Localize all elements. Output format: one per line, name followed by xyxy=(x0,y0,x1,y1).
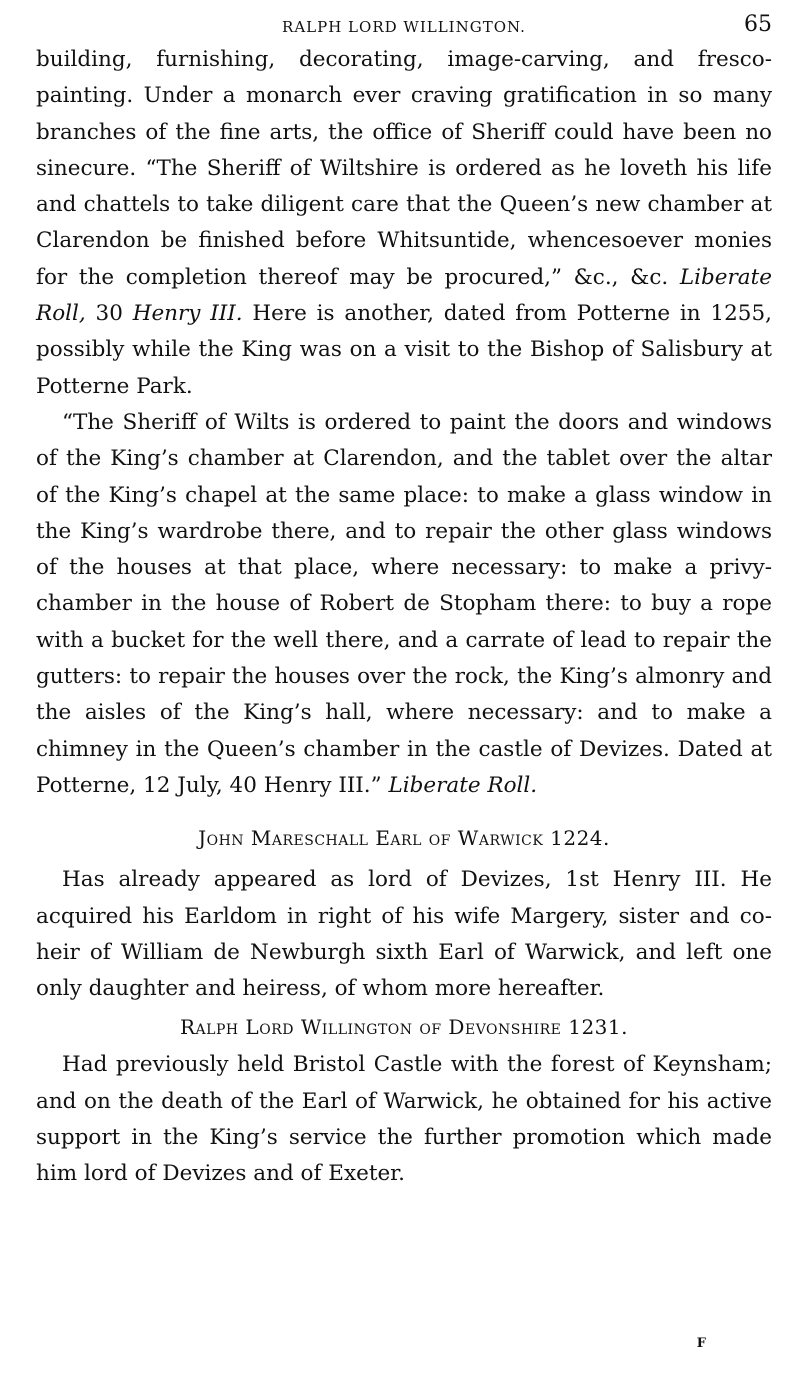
paragraph-text: “The Sheriff of Wilts is ordered to paint the doors and windows of the King’s chamber at Clarendon, and the tablet over the altar of the King’s chapel at the same place: to make a glass window in the King’s wardrobe there, and to repair the other glass windows of the houses at that place, where necessary: to make a privy-chamber in the house of Robert de Stopham there: to buy a rope with a bucket for the well there, and a carrate of lead to repair the gutters: to repair the houses over the rock, the King’s almonry and the aisles of the King’s hall, where necessary: and to make a chimney in the Queen’s chamber in the castle of Devizes. Dated at Potterne, 12 July, 40 Henry III.” xyxy=(36,409,772,798)
citation-italic: Liberate Roll, xyxy=(36,264,772,327)
paragraph-willington: Had previously held Bristol Castle with the forest of Keynsham; and on the death of the Earl of Warwick, he obtained for his active support in the King’s service the further promotion which made him lord of Devizes and of Exeter. xyxy=(36,1052,772,1187)
section-heading-willington: Ralph Lord Willington of Devonshire 1231. xyxy=(179,1015,628,1040)
paragraph-continuation xyxy=(36,42,772,405)
page-header xyxy=(36,10,772,42)
paragraph-text: building, furnishing, decorating, image-carving, and fresco-painting. Under a monarch ever craving gratification in so many branches of the fine arts, the office of Sheriff could have been no sinecure. “The Sheriff of Wiltshire is ordered as he loveth his life and chattels to take diligent care that the Queen’s new chamber at Clarendon be finished before Whitsuntide, whencesoever monies for the completion thereof may be procured,” &c., &c. xyxy=(36,47,772,290)
running-title: RALPH LORD WILLINGTON. xyxy=(282,18,526,36)
book-page xyxy=(36,10,772,1193)
citation-italic: Liberate Roll. xyxy=(388,772,538,798)
page-number: 65 xyxy=(744,12,772,37)
paragraph-text: 30 xyxy=(85,301,133,327)
section-heading-mareschall: John Mareschall Earl of Warwick 1224. xyxy=(198,826,610,851)
paragraph-quotation xyxy=(36,405,772,804)
paragraph-text: Here is another, dated from Potterne in 1255, possibly while the King was on a visit to the Bishop of Salisbury at Potterne Park. xyxy=(36,301,772,399)
signature-mark: F xyxy=(696,1336,706,1351)
citation-italic: Henry III. xyxy=(132,301,243,327)
paragraph-mareschall: Has already appeared as lord of Devizes, 1st Henry III. He acquired his Earldom in right of his wife Margery, sister and co-heir of William de Newburgh sixth Earl of Warwick, and left one only daughter and heiress, of whom more hereafter. xyxy=(36,867,772,1002)
